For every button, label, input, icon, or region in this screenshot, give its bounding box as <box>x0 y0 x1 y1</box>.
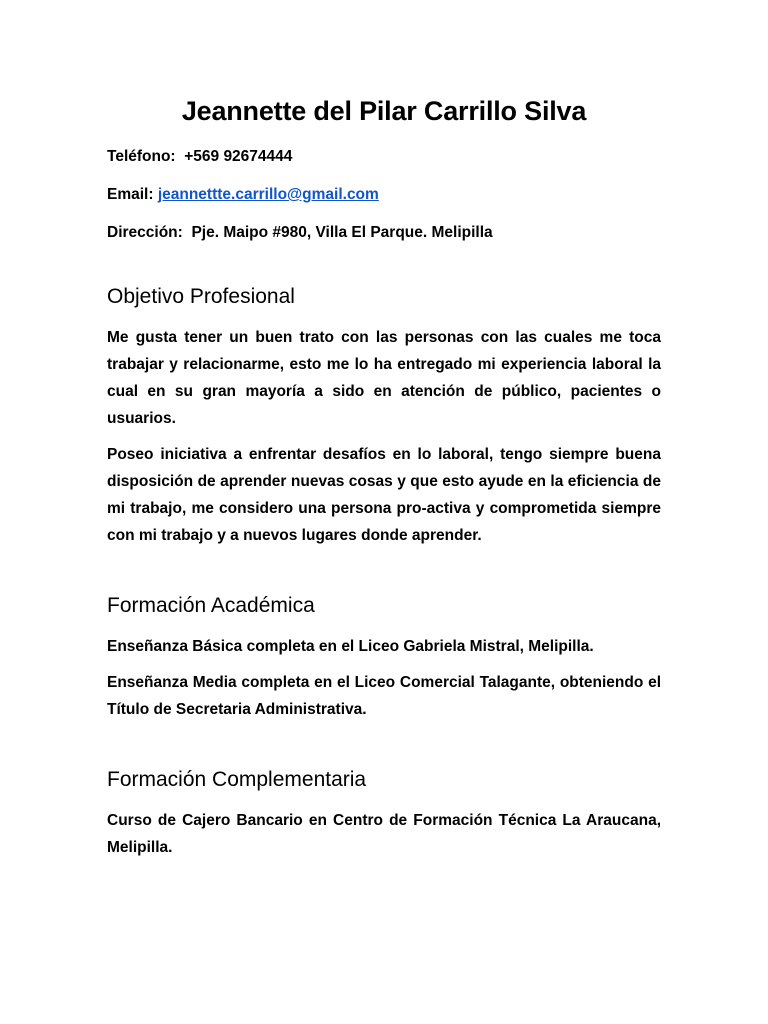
phone-line <box>107 147 661 166</box>
email-label: Email: <box>107 186 154 203</box>
formacion-academica-item-2: Enseñanza Media completa en el Liceo Comercial Talagante, obteniendo el Título de Secretaria Administrativa. <box>107 674 661 718</box>
cv-name-title: Jeannette del Pilar Carrillo Silva <box>181 96 587 126</box>
email-link[interactable]: jeannettte.carrillo@gmail.com <box>157 186 379 203</box>
formacion-complementaria-heading: Formación Complementaria <box>107 768 367 791</box>
address-value: Pje. Maipo #980, Villa El Parque. Melipilla <box>191 224 493 241</box>
objetivo-heading: Objetivo Profesional <box>107 285 295 308</box>
phone-label: Teléfono: <box>107 148 176 165</box>
formacion-complementaria-item-1: Curso de Cajero Bancario en Centro de Formación Técnica La Araucana, Melipilla. <box>107 812 661 856</box>
objetivo-paragraph-1: Me gusta tener un buen trato con las personas con las cuales me toca trabajar y relacionarme, esto me lo ha entregado mi experiencia laboral la cual en su gran mayoría a sido en atención de público, pacientes o usuarios. <box>107 329 661 427</box>
phone-value: +569 92674444 <box>184 148 293 165</box>
email-line <box>107 185 661 204</box>
formacion-academica-heading: Formación Académica <box>107 594 315 617</box>
address-label: Dirección: <box>107 224 183 241</box>
address-line <box>107 223 661 242</box>
formacion-academica-item-1: Enseñanza Básica completa en el Liceo Gabriela Mistral, Melipilla. <box>107 638 594 655</box>
objetivo-paragraph-2: Poseo iniciativa a enfrentar desafíos en lo laboral, tengo siempre buena disposición de aprender nuevas cosas y que esto ayude en la eficiencia de mi trabajo, me considero una persona pro-activa y comprometida siempre con mi trabajo y a nuevos lugares donde aprender. <box>107 446 661 544</box>
